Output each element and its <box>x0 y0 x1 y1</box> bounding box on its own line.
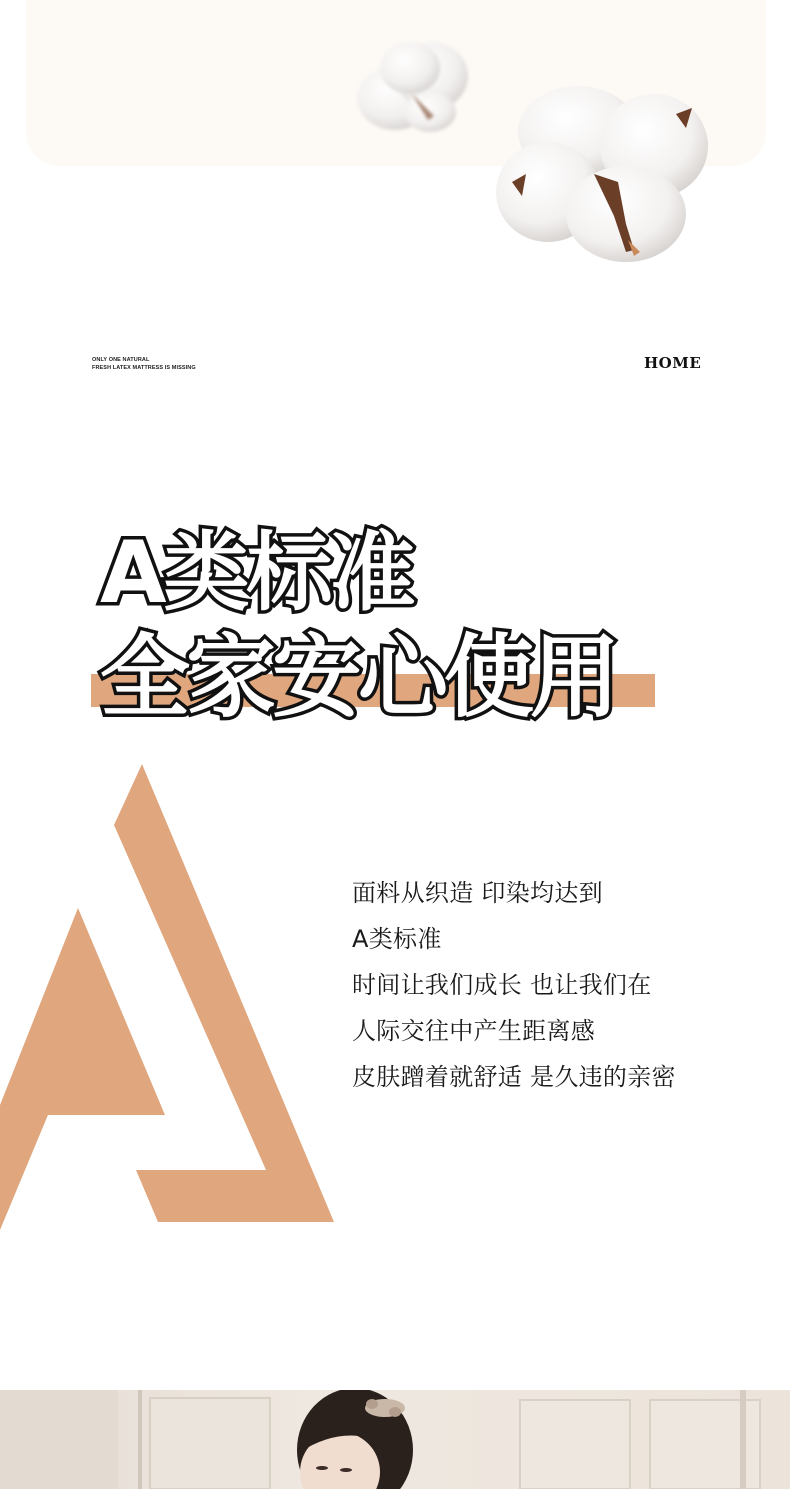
cotton-boll-small-image <box>350 28 475 143</box>
description-line: 时间让我们成长 也让我们在 <box>352 971 652 999</box>
description-line: 皮肤蹭着就舒适 是久违的亲密 <box>352 1063 676 1091</box>
tagline <box>92 356 196 372</box>
description-text <box>352 870 676 1100</box>
home-logo: HOME <box>644 354 702 372</box>
letter-a-graphic <box>0 760 340 1230</box>
headline-line-1: A类标准 <box>100 523 413 623</box>
description-line: 人际交往中产生距离感 <box>352 1017 595 1045</box>
tagline-line-1: ONLY ONE NATURAL <box>92 357 150 363</box>
cotton-boll-large-image <box>486 74 718 270</box>
photo-illustration <box>0 1390 790 1489</box>
headline-line-2: 全家安心使用 <box>100 625 616 730</box>
tagline-line-2: FRESH LATEX MATTRESS IS MISSING <box>92 365 196 371</box>
description-line: 面料从织造 印染均达到 <box>352 879 603 907</box>
description-line: A类标准 <box>352 925 442 953</box>
lifestyle-photo <box>0 1390 790 1489</box>
